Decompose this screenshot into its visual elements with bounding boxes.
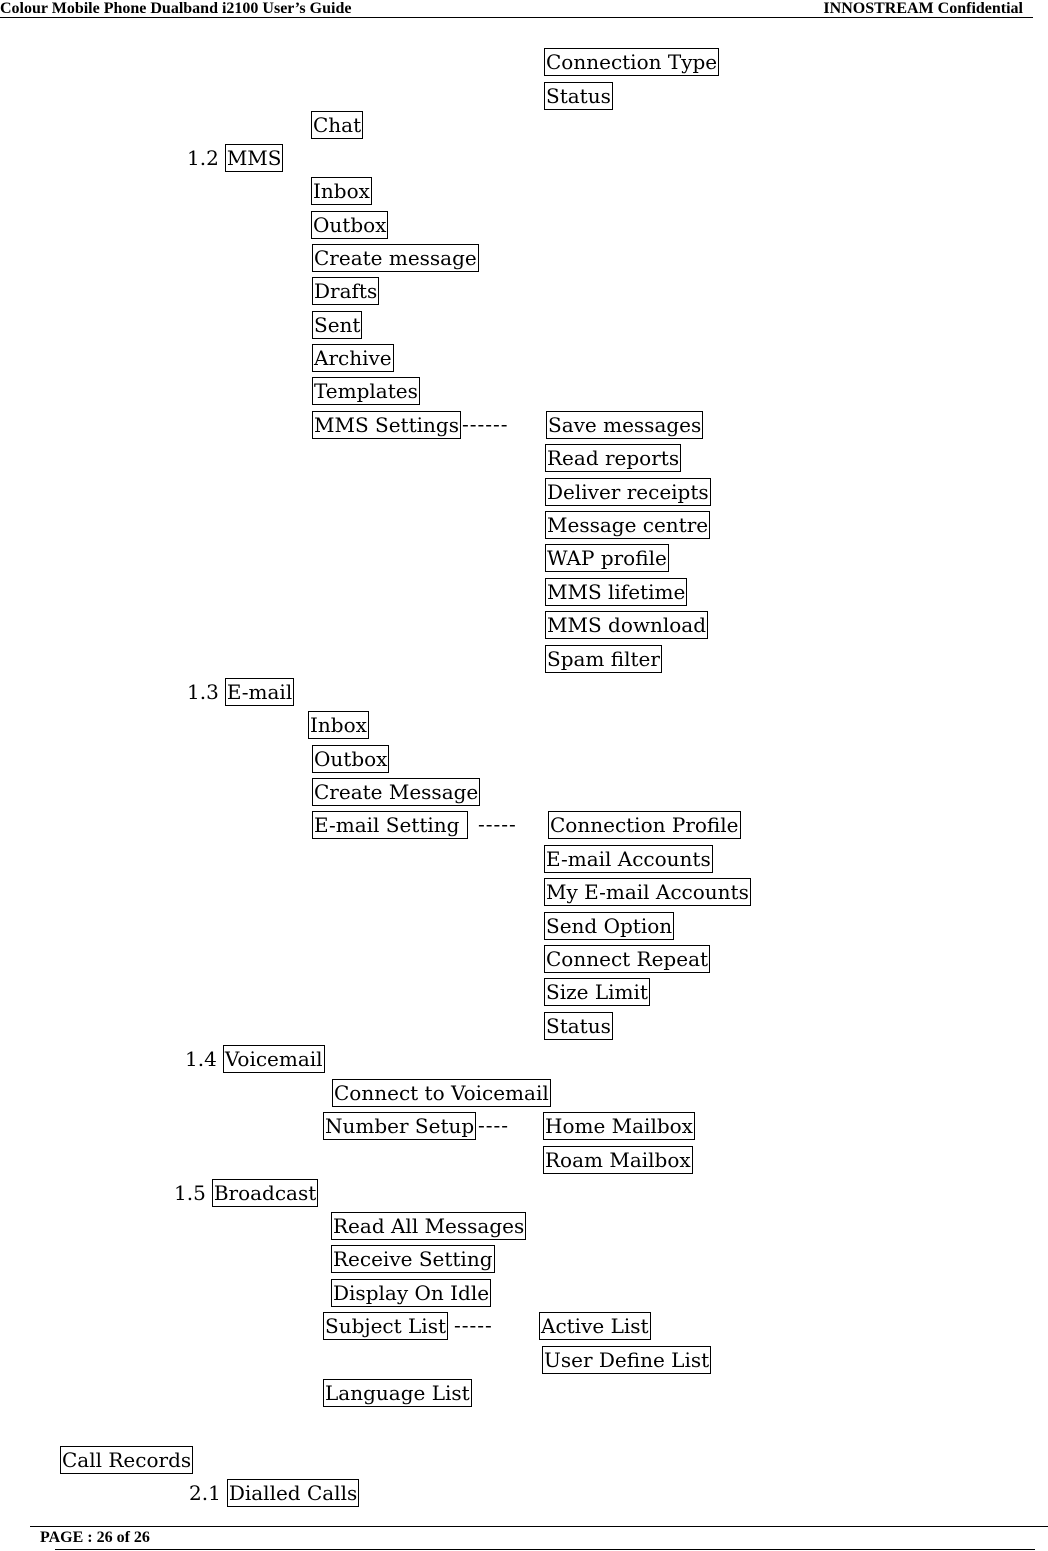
menu-mms-settings: MMS Settings [314,413,459,437]
menu-mms-templates: Templates [314,379,418,403]
menu-email-setting: E-mail Setting [314,813,466,837]
menu-dialled-label: Dialled Calls [228,1481,358,1505]
menu-number-setup: Number Setup [325,1114,475,1138]
menu-my-email-accounts: My E-mail Accounts [546,880,749,904]
menu-save-messages: Save messages [548,413,702,437]
menu-dialled-number: 2.1 [189,1481,221,1505]
menu-read-all-messages: Read All Messages [333,1214,525,1238]
connector-dashes: ----- [454,1313,493,1337]
menu-email-number: 1.3 [187,680,219,704]
menu-deliver-receipts: Deliver receipts [547,480,709,504]
header-confidential: INNOSTREAM Confidential [823,0,1023,17]
menu-email-status: Status [546,1014,611,1038]
menu-voicemail-number: 1.4 [185,1047,217,1071]
menu-email-label: E-mail [226,680,293,704]
footer-page-number: PAGE : 26 of 26 [40,1529,150,1546]
menu-subject-list: Subject List [325,1314,446,1338]
menu-read-reports: Read reports [547,446,680,470]
connector-dashes: ------ [462,412,509,436]
header-rule [0,17,1033,18]
menu-mms-download: MMS download [547,613,707,637]
footer-rule-bottom [55,1549,1035,1550]
menu-mms-drafts: Drafts [314,279,378,303]
menu-mms [187,144,283,172]
menu-connect-voicemail: Connect to Voicemail [334,1081,549,1105]
menu-broadcast-label: Broadcast [213,1181,317,1205]
footer-rule-top [30,1526,1048,1527]
menu-voicemail [185,1045,325,1073]
menu-home-mailbox: Home Mailbox [545,1114,693,1138]
menu-message-centre: Message centre [547,513,709,537]
menu-email-accounts: E-mail Accounts [546,847,711,871]
connector-dashes: ---- [478,1113,510,1137]
menu-mms-archive: Archive [314,346,392,370]
menu-connection-profile: Connection Profile [550,813,739,837]
menu-receive-setting: Receive Setting [333,1247,493,1271]
menu-broadcast-number: 1.5 [174,1181,206,1205]
connector-dashes: ----- [478,812,517,836]
menu-email-outbox: Outbox [314,747,388,771]
menu-broadcast [174,1179,318,1207]
menu-active-list: Active List [541,1314,649,1338]
menu-user-define-list: User Define List [544,1348,710,1372]
menu-mms-sent: Sent [314,313,361,337]
menu-language-list: Language List [325,1381,470,1405]
menu-status-chat: Status [546,84,611,108]
menu-mms-inbox: Inbox [313,179,370,203]
menu-spam-filter: Spam filter [547,647,660,671]
menu-mms-label: MMS [226,146,282,170]
header-title: Colour Mobile Phone Dualband i2100 User’s Guide [0,0,352,17]
menu-chat: Chat [313,113,362,137]
menu-email-create: Create Message [314,780,479,804]
menu-send-option: Send Option [546,914,673,938]
menu-wap-profile: WAP profile [547,546,667,570]
menu-roam-mailbox: Roam Mailbox [545,1148,691,1172]
menu-connection-type: Connection Type [546,50,718,74]
menu-dialled-calls [189,1479,359,1507]
menu-display-on-idle: Display On Idle [333,1281,490,1305]
menu-call-records: Call Records [62,1448,192,1472]
menu-connect-repeat: Connect Repeat [546,947,709,971]
menu-mms-lifetime: MMS lifetime [547,580,686,604]
menu-mms-outbox: Outbox [313,213,387,237]
menu-email [187,678,294,706]
menu-mms-create: Create message [314,246,477,270]
menu-email-inbox: Inbox [310,713,367,737]
menu-size-limit: Size Limit [546,980,648,1004]
menu-mms-number: 1.2 [187,146,219,170]
menu-voicemail-label: Voicemail [224,1047,323,1071]
